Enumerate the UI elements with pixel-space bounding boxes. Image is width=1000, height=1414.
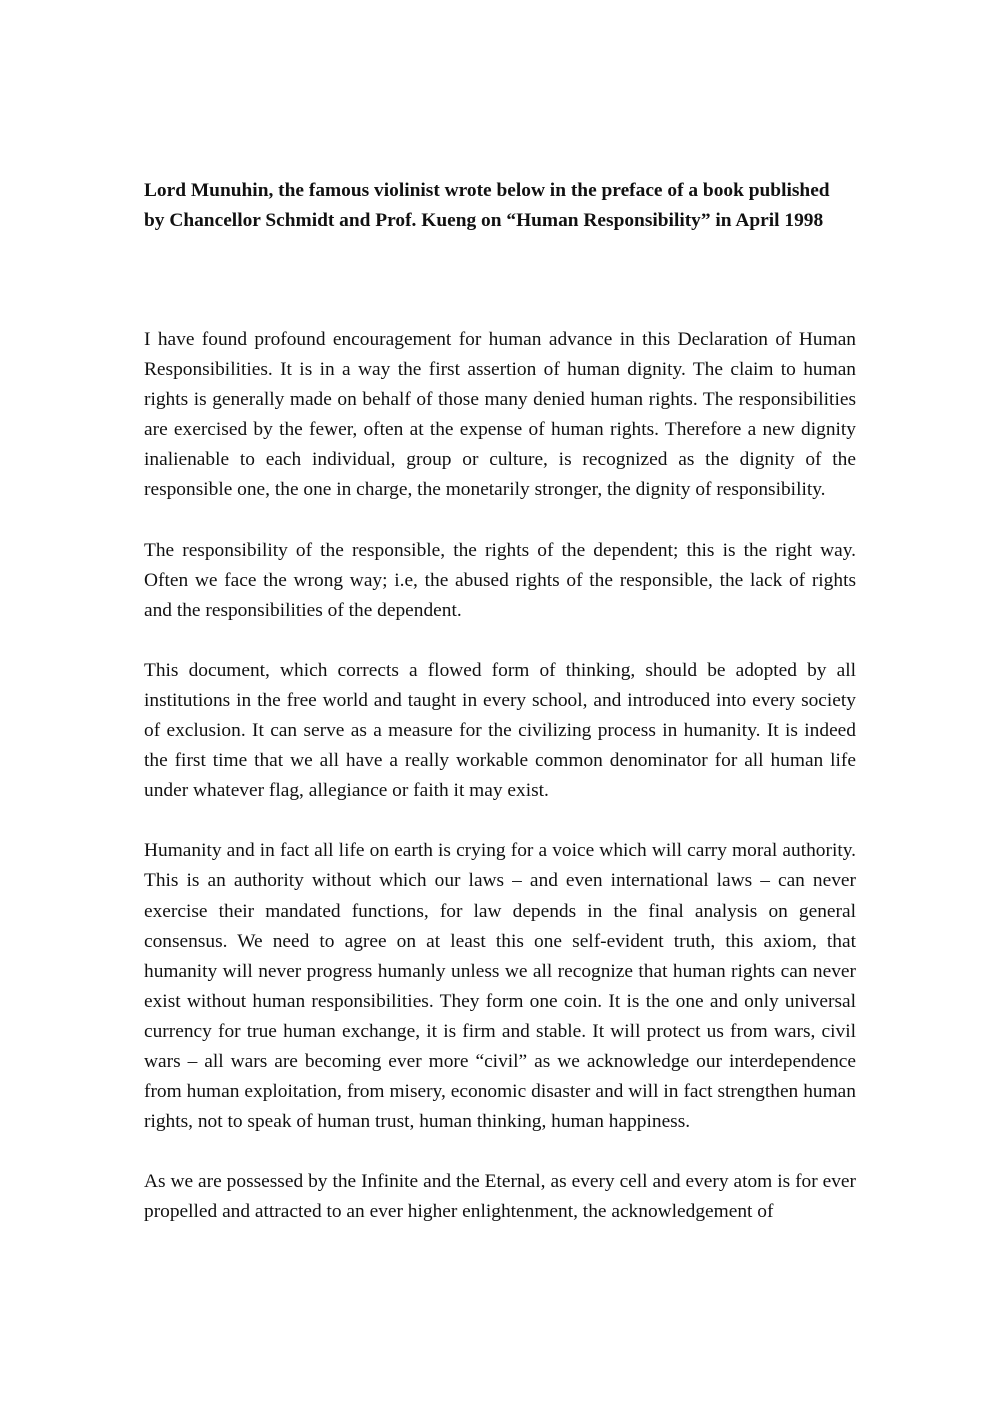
- paragraph-2: The responsibility of the responsible, the rights of the dependent; this is the right way. Often we face the wrong way; i.e, the abused rights of the responsible, the lack of rights and the responsibilities of the dependent.: [144, 539, 856, 621]
- paragraph-4: Humanity and in fact all life on earth is crying for a voice which will carry moral authority. This is an authority without which our laws – and even international laws – can never exercise their mandated functions, for law depends in the final analysis on general consensus. We need to agree on at least this one self-evident truth, this axiom, that humanity will never progress humanly unless we all recognize that human rights can never exist without human responsibilities. They form one coin. It is the one and only universal currency for true human exchange, it is firm and stable. It will protect us from wars, civil wars – all wars are becoming ever more “civil” as we acknowledge our interdependence from human exploitation, from misery, economic disaster and will in fact strengthen human rights, not to speak of human trust, human thinking, human happiness.: [144, 840, 856, 1133]
- document-heading: Lord Munuhin, the famous violinist wrote below in the preface of a book published by Chancellor Schmidt and Prof. Kueng on “Human Responsibility” in April 1998: [144, 180, 830, 231]
- paragraph-1: I have found profound encouragement for human advance in this Declaration of Human Responsibilities. It is in a way the first assertion of human dignity. The claim to human rights is generally made on behalf of those many denied human rights. The responsibilities are exercised by the fewer, often at the expense of human rights. Therefore a new dignity inalienable to each individual, group or culture, is recognized as the dignity of the responsible one, the one in charge, the monetarily stronger, the dignity of responsibility.: [144, 329, 856, 501]
- paragraph-3: This document, which corrects a flowed form of thinking, should be adopted by all institutions in the free world and taught in every school, and introduced into every society of exclusion. It can serve as a measure for the civilizing process in humanity. It is indeed the first time that we all have a really workable common denominator for all human life under whatever flag, allegiance or faith it may exist.: [144, 659, 856, 802]
- paragraph-5: As we are possessed by the Infinite and the Eternal, as every cell and every atom is for ever propelled and attracted to an ever higher enlightenment, the acknowledgement of: [144, 1171, 856, 1223]
- document-body: [144, 176, 856, 1257]
